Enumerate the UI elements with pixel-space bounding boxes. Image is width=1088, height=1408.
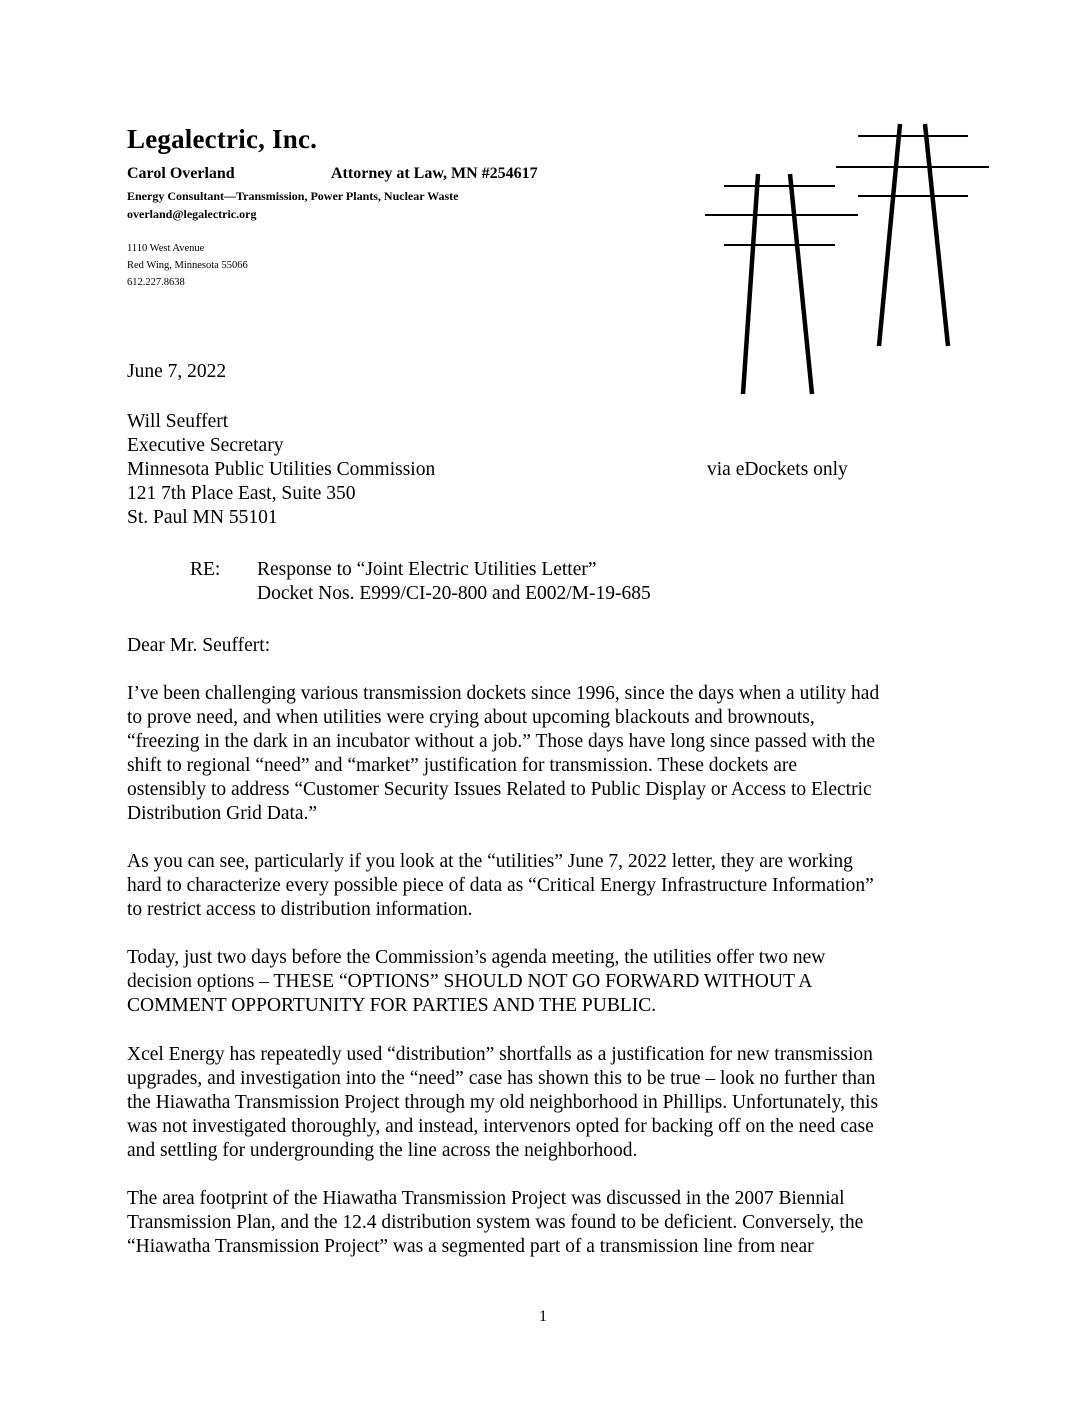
attorney-name: Carol Overland [127, 165, 235, 182]
paragraph-line: and settling for undergrounding the line across the neighborhood. [127, 1140, 638, 1161]
recipient-title: Executive Secretary [127, 435, 284, 456]
paragraph-line: “Hiawatha Transmission Project” was a segmented part of a transmission line from near [127, 1236, 814, 1257]
firm-name: Legalectric, Inc. [127, 124, 318, 154]
delivery-method: via eDockets only [707, 459, 848, 480]
recipient-block [127, 410, 435, 530]
paragraph-line: Xcel Energy has repeatedly used “distribution” shortfalls as a justification for new transmission [127, 1044, 873, 1065]
salutation: Dear Mr. Seuffert: [127, 635, 271, 656]
bar-info: Attorney at Law, MN #254617 [331, 165, 538, 182]
paragraph-line: to prove need, and when utilities were crying about upcoming blackouts and brownouts, [127, 707, 815, 728]
recipient-city: St. Paul MN 55101 [127, 507, 278, 528]
paragraph [127, 946, 957, 1018]
paragraph-line: shift to regional “need” and “market” justification for transmission. These dockets are [127, 755, 797, 776]
email: overland@legalectric.org [127, 207, 257, 221]
re-label: RE: [190, 559, 221, 580]
paragraph [127, 1187, 957, 1259]
paragraph-line: to restrict access to distribution information. [127, 899, 473, 920]
paragraph-line: As you can see, particularly if you look at the “utilities” June 7, 2022 letter, they are working [127, 851, 853, 872]
recipient-organization: Minnesota Public Utilities Commission [127, 459, 436, 480]
paragraph-line: decision options – THESE “OPTIONS” SHOULD NOT GO FORWARD WITHOUT A [127, 971, 813, 992]
paragraph-line: Distribution Grid Data.” [127, 803, 318, 824]
recipient-name: Will Seuffert [127, 411, 229, 432]
paragraph-line: hard to characterize every possible piece of data as “Critical Energy Infrastructure Information” [127, 875, 874, 896]
address-line2: Red Wing, Minnesota 55066 [127, 260, 248, 271]
paragraph-line: upgrades, and investigation into the “need” case has shown this to be true – look no further than [127, 1068, 876, 1089]
letter-date: June 7, 2022 [127, 361, 227, 382]
paragraph-line: The area footprint of the Hiawatha Transmission Project was discussed in the 2007 Biennial [127, 1188, 845, 1209]
consultant-line: Energy Consultant—Transmission, Power Plants, Nuclear Waste [127, 189, 459, 203]
paragraph-line: Transmission Plan, and the 12.4 distribution system was found to be deficient. Conversely, the [127, 1212, 864, 1233]
paragraph [127, 682, 957, 826]
paragraph-line: ostensibly to address “Customer Security Issues Related to Public Display or Access to Electric [127, 779, 872, 800]
phone: 612.227.8638 [127, 277, 185, 288]
paragraph-line: I’ve been challenging various transmission dockets since 1996, since the days when a utility had [127, 683, 880, 704]
transmission-towers-icon [700, 118, 1000, 400]
re-block [257, 558, 651, 606]
address-line1: 1110 West Avenue [127, 243, 205, 254]
paragraph-line: Today, just two days before the Commission’s agenda meeting, the utilities offer two new [127, 947, 826, 968]
paragraph-line: was not investigated thoroughly, and instead, intervenors opted for backing off on the need case [127, 1116, 874, 1137]
paragraph [127, 850, 957, 922]
paragraph-line: the Hiawatha Transmission Project through my old neighborhood in Phillips. Unfortunately, this [127, 1092, 879, 1113]
re-line: Docket Nos. E999/CI-20-800 and E002/M-19-685 [257, 583, 651, 604]
re-line: Response to “Joint Electric Utilities Letter” [257, 559, 597, 580]
page-number: 1 [539, 1308, 547, 1325]
paragraph-line: “freezing in the dark in an incubator without a job.” Those days have long since passed with the [127, 731, 876, 752]
recipient-street: 121 7th Place East, Suite 350 [127, 483, 356, 504]
paragraph [127, 1043, 957, 1163]
paragraph-line: COMMENT OPPORTUNITY FOR PARTIES AND THE PUBLIC. [127, 995, 657, 1016]
